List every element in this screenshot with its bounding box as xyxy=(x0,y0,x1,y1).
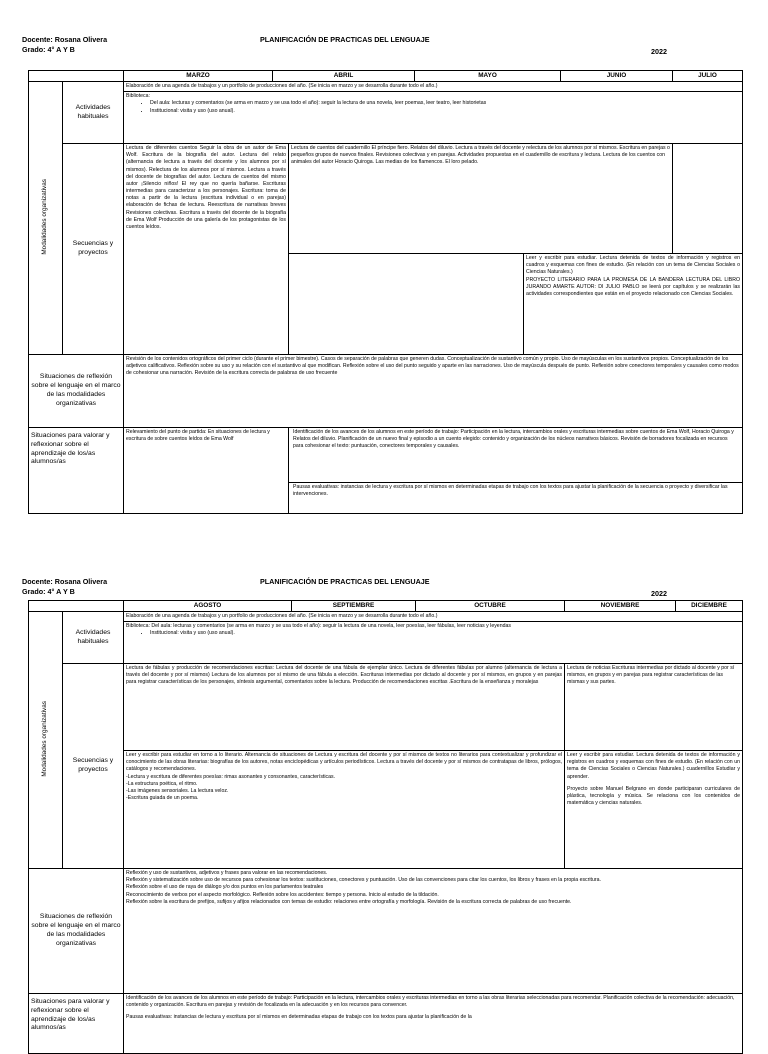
actividades-habituales-label: Actividades habituales xyxy=(63,82,124,144)
month-header: JUNIO xyxy=(561,71,673,82)
secuencia-ema-wolf: Lectura de diferentes cuentos Seguir la obra de un autor de Ema Wolf. Escritura de la biografía del autor. Lectura del relato (alternancia de lectura a través del docente y los alumnos por sí mismos). Relectura de los alumnos por sí mismos. Lectura a través del docente de biografías del autor. Lectura de cuentos del mismo autor ¡Silencio niños! El rey que no quería bañarse. Escrituras intermedias para caracterizar a los personajes. Escritura: toma de notas a partir de la lectura (escritura individual o en parejas) elaboración de fichas de lectura. Reescritura de narrativas breves Revisiones colectivas. Escritura a través del docente de la biografía de Ema Wolf Producción de una galería de los protagonistas de los cuentos leídos. xyxy=(124,144,289,355)
month-header: ABRIL xyxy=(273,71,415,82)
grade: Grado: 4° A Y B xyxy=(22,45,75,54)
month-header: JULIO xyxy=(673,71,743,82)
month-header: MAYO xyxy=(415,71,561,82)
year: 2022 xyxy=(651,47,667,56)
agenda-text: Elaboración de una agenda de trabajos y un portfolio de producciones del año. (Se inicia en marzo y se desarrolla durante todo el año.) xyxy=(126,613,438,619)
reflexion-item: Reflexión sobre la escritura de prefijos, sufijos y afijos relacionados con temas de estudio: relaciones entre ortografía y morfología. Revisión de la escritura correcta de palabras de uso frecuente. xyxy=(126,898,572,905)
bullet-aula: • Del aula: lecturas y comentarios (se arma en marzo y se usa todo el año): seguir la lectura de una novela, leer poemas, leer teatro, leer historietas xyxy=(150,100,740,107)
year: 2022 xyxy=(651,589,667,598)
proyecto-belgrano: Proyecto sobre Manuel Belgrano en donde participaran curriculares de plástica, tecnología y música. Se relaciona con los contenidos de matemática y ciencias naturales. xyxy=(567,785,740,807)
situaciones-reflexion-label: Situaciones de reflexión sobre el lenguaje en el marco de las modalidades organizativas xyxy=(29,355,124,428)
month-header: NOVIEMBRE xyxy=(565,601,676,612)
month-header: MARZO xyxy=(124,71,273,82)
leer-escribir-estudiar: Leer y escribir para estudiar. Lectura detenida de textos de información y registros en cuadros y esquemas con fines de estudio. (En relación con un tema de Ciencias Sociales o Ciencias Naturales.) xyxy=(526,255,740,276)
document-title: PLANIFICACIÓN DE PRACTICAS DEL LENGUAJE xyxy=(260,577,430,586)
modalidades-label: Modalidades organizativas xyxy=(29,82,63,355)
secuencia-noticias: Lectura de noticias Escrituras intermedias por dictado al docente y por sí mismos, en grupos y en parejas para registrar características de las mismas y sus partes. xyxy=(565,664,743,751)
actividades-habituales-label: Actividades habituales xyxy=(63,612,124,664)
situaciones-reflexion-label: Situaciones de reflexión sobre el lenguaje en el marco de las modalidades organizativas xyxy=(29,869,124,994)
teacher-name: Docente: Rosana Olivera xyxy=(22,577,108,586)
evaluacion-cell xyxy=(289,428,743,514)
month-header: OCTUBRE xyxy=(416,601,565,612)
poesia-item: -La estructura poética, el ritmo. xyxy=(126,780,198,787)
secuencia-fabulas: Lectura de fábulas y producción de recomendaciones escritas: Lectura del docente de una fábula de ejemplar único. Lectura de diferentes fábulas por alumno (alternancia de lectura a través del docente y por sí mismos) Lectura de los alumnos por sí mismo de una fábula a elección. Escrituras intermedias por dictado al docente y por sí mismos, en grupos y en parejas para registrar características de los personajes, síntesis argumental, comentarios sobre la lectura. Producción de recomendaciones escritas .Escritura de la enseñanza y moralejas xyxy=(124,664,565,751)
poesia-item: -Las imágenes sensoriales. La lectura veloz. xyxy=(126,787,229,794)
situaciones-valorar-label: Situaciones para valorar y reflexionar sobre el aprendizaje de los/as alumnos/as xyxy=(29,994,124,1054)
modalidades-label: Modalidades organizativas xyxy=(29,612,63,869)
relevamiento-punto-partida: Relevamiento del punto de partida: En situaciones de lectura y escritura de sobre cuentos leídos de Ema Wolf xyxy=(124,428,289,514)
secuencias-label: Secuencias y proyectos xyxy=(63,144,124,355)
teacher-name: Docente: Rosana Olivera xyxy=(22,35,108,44)
actividades-habituales-cell xyxy=(124,612,743,664)
actividades-habituales-cell xyxy=(124,82,743,144)
secuencias-label: Secuencias y proyectos xyxy=(63,664,124,869)
reflexion-item: Reconocimiento de verbos por el aspecto morfológico. Reflexión sobre los accidentes: tiempo y persona. Inicio al estudio de la tildación. xyxy=(126,891,439,898)
biblioteca-text: Biblioteca: Del aula: lecturas y comentarios (se arma en marzo y se usa todo el año): seguir la lectura de una novela, leer poesías, leer fábulas, leer noticias y leyendas xyxy=(126,623,511,630)
pausas-evaluativas: Pausas evaluativas: instancias de lectura y escritura por sí mismos en determinadas etapas de trabajo con los textos para ajustar la planificación de la secuencia o proyecto y diversificar las intervenciones. xyxy=(293,484,728,498)
grade: Grado: 4° A Y B xyxy=(22,587,75,596)
month-header: AGOSTO xyxy=(124,601,292,612)
month-header: DICIEMBRE xyxy=(676,601,743,612)
identificacion-avances: Identificación de los avances de los alumnos en este período de trabajo: Participación en la lectura, intercambios orales y escrituras intermedias sobre cuentos de Ema Wolf, Horacio Quiroga y Relatos del diluvio. Planificación de un nuevo final y episodio a un cuento elegido: contenido y organización de los núcleos narrativos básicos. Revisión de borradores focalizada en recursos para cohesionar el texto: puntuación, conectores temporales y causales. xyxy=(293,429,734,450)
document-title: PLANIFICACIÓN DE PRACTICAS DEL LENGUAJE xyxy=(260,35,430,44)
reflexion-item: Reflexión sobre el uso de raya de diálogo y/o dos puntos en los parlamentos teatrales xyxy=(126,884,324,891)
reflexion-item: Reflexión y uso de sustantivos, adjetivos y frases para valorar en las recomendaciones. xyxy=(126,870,328,876)
pausas-evaluativas: Pausas evaluativas: instancias de lectura y escritura por sí mismos en determinadas etapas de trabajo con los textos para ajustar la planificación de la xyxy=(126,1014,472,1021)
secuencia-cuentos-cuadernillo: Lectura de cuentos del cuadernillo El príncipe fiero. Relatos del diluvio. Lectura a través del docente y relectura de los alumnos por sí mismos. Escritura en parejas o pequeños grupos de nuevos finales. Revisiones colectivas y en parejas. Actividades propuestas en el cuadernillo de escritura y lectura. Lectura de los cuentos con animales del autor Horacio Quiroga. Las medias de los flamencos. El loro pelado. xyxy=(289,144,673,254)
situaciones-valorar-label: Situaciones para valorar y reflexionar sobre el aprendizaje de los/as alumnos/as xyxy=(29,428,124,514)
proyecto-belgrano-cell xyxy=(565,751,743,869)
biblioteca-title: Biblioteca: xyxy=(126,93,150,100)
poesia-item: -Escritura guiada de un poema. xyxy=(126,795,199,802)
situaciones-reflexion-cell xyxy=(124,869,743,994)
month-header: SEPTIEMBRE xyxy=(292,601,416,612)
proyecto-literario-cell xyxy=(524,254,743,355)
leer-escribir-estudiar: Leer y escribir para estudiar. Lectura detenida de textos de información y registros en cuadros y esquemas con fines de estudio. (En relación con un tema de Ciencias Sociales o Ciencias Naturales.) cuadernillos Estudiar y aprender. xyxy=(567,752,740,780)
situaciones-reflexion-text: Revisión de los contenidos ortográficos del primer ciclo (durante el primer bimestre). Casos de separación de palabras que generen dudas. Conceptualización de sustantivo común y propio. Uso de mayúsculas en los sustantivos propios. Conceptualización de los adjetivos calificativos. Reflexión sobre su uso y su relación con el sustantivo al que modifican. Reflexión sobre el uso del punto seguido y aparte en las narraciones. Uso de mayúscula después de punto. Reflexión sobre conectores temporales y causales como modos de cohesionar una narración. Revisión de la escritura correcta de palabras de uso frecuente xyxy=(124,355,743,428)
proyecto-literario: PROYECTO LITERARIO PARA LA PROMESA DE LA BANDERA LECTURA DEL LIBRO JURANDO AMARTE AUTOR: DI JULIO PABLO se leerá por capítulos y se realizarán las actividades correspondientes que están en el proyecto relacionado con Ciencias Sociales. xyxy=(526,276,740,297)
reflexion-item: Reflexión y sistematización sobre uso de recursos para cohesionar los textos: sustituciones, conectores y puntuación. Uso de las convenciones para citar los cuentos, los libros y frases en la propia escritura. xyxy=(126,877,601,884)
secuencia-estudiar-literario: Leer y escribir para estudiar en torno a lo literario. Alternancia de situaciones de Lectura y escritura del docente y por sí mismos de textos no literarios para contextualizar y profundizar el conocimiento de las obras literarias: biografías de los autores, notas enciclopédicas y artículos periodísticos. Lectura a través del docente y por sí mismos de contratapas de libros, prólogos, catálogos y recomendaciones. -Lectura y escritura de diferentes poesías: rimas asonantes y consonantes, características. -La estructura poética, el ritmo. -Las imágenes sensoriales. La lectura veloz. -Escritura guiada de un poema. xyxy=(124,751,565,869)
identificacion-avances: Identificación de los avances de los alumnos en este período de trabajo: Participación en la lectura, intercambios orales y escrituras intermedias en torno a las obras literarias seleccionadas para recomendar. Planificación colectiva de la recomendación: adecuación, contenido y organización. Escritura en parejas y revisión de focalizada en la adecuación y en los recursos para convencer. xyxy=(126,995,735,1009)
bullet-institucional: • Institucional: visita y uso (uso anual). xyxy=(150,630,740,637)
agenda-text: Elaboración de una agenda de trabajos y un portfolio de producciones del año. (Se inicia en marzo y se desarrolla durante todo el año.) xyxy=(126,83,438,89)
planning-table-2 xyxy=(28,600,743,1054)
bullet-institucional: • Institucional: visita y uso (uso anual). xyxy=(150,108,740,115)
poesia-item: -Lectura y escritura de diferentes poesías: rimas asonantes y consonantes, características. xyxy=(126,773,336,780)
planning-table-1 xyxy=(28,70,743,514)
